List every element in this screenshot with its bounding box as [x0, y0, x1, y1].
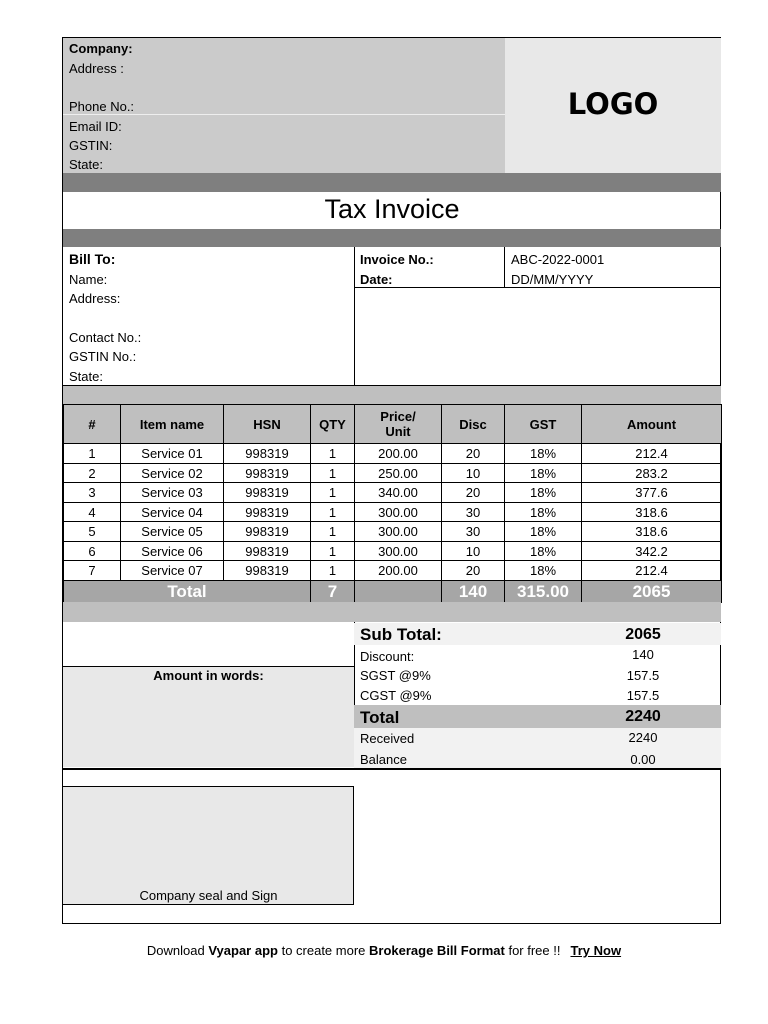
bill-to-gstin-label: GSTIN No.: — [69, 349, 137, 364]
cell-price: 340.00 — [355, 483, 442, 503]
footer-text-2: to create more — [277, 943, 370, 958]
bill-to-address-label: Address: — [69, 291, 121, 306]
cell-amount: 318.6 — [582, 502, 722, 522]
grand-total-row — [354, 705, 721, 728]
cell-price: 300.00 — [355, 502, 442, 522]
cell-qty: 1 — [311, 522, 355, 542]
band-below-table — [63, 602, 721, 622]
company-divider — [63, 114, 505, 115]
amount-in-words-box — [63, 666, 354, 767]
cell-gst: 18% — [505, 444, 582, 464]
grand-total-value: 2240 — [625, 708, 661, 725]
cell-disc: 30 — [442, 522, 505, 542]
invoice-sheet — [62, 37, 721, 924]
cell-gst: 18% — [505, 522, 582, 542]
table-row — [64, 541, 722, 561]
table-row — [64, 561, 722, 581]
cell-amount: 212.4 — [582, 561, 722, 581]
invoice-date-value: DD/MM/YYYY — [511, 272, 594, 287]
sgst-label: SGST @9% — [360, 668, 431, 683]
company-seal-label: Company seal and Sign — [139, 888, 278, 903]
cell-amount: 377.6 — [582, 483, 722, 503]
cell-item-name: Service 04 — [121, 502, 224, 522]
discount-label: Discount: — [360, 649, 415, 664]
cgst-value: 157.5 — [626, 688, 660, 703]
cell-hsn: 998319 — [224, 561, 311, 581]
items-table — [63, 404, 722, 603]
cell-number: 4 — [64, 502, 121, 522]
footer-format-name: Brokerage Bill Format — [369, 943, 505, 958]
cell-price: 300.00 — [355, 522, 442, 542]
cell-gst: 18% — [505, 502, 582, 522]
band-below-title — [63, 229, 721, 247]
cell-number: 6 — [64, 541, 121, 561]
cell-qty: 1 — [311, 444, 355, 464]
invoice-info-underline — [354, 287, 721, 288]
cgst-label: CGST @9% — [360, 688, 432, 703]
cgst-row — [354, 685, 721, 705]
col-header-number: # — [64, 405, 121, 444]
cell-hsn: 998319 — [224, 444, 311, 464]
cell-item-name: Service 02 — [121, 463, 224, 483]
table-row — [64, 444, 722, 464]
balance-row — [354, 748, 721, 768]
cell-gst: 18% — [505, 561, 582, 581]
company-address-label: Address : — [69, 61, 124, 76]
cell-price: 200.00 — [355, 561, 442, 581]
page-title: Tax Invoice — [324, 194, 460, 224]
invoice-number-value: ABC-2022-0001 — [511, 252, 605, 267]
grand-total-label: Total — [360, 708, 400, 727]
summary-bottom-border — [63, 768, 721, 770]
col-header-amount: Amount — [582, 405, 722, 444]
col-header-qty: QTY — [311, 405, 355, 444]
cell-hsn: 998319 — [224, 541, 311, 561]
cell-number: 7 — [64, 561, 121, 581]
cell-item-name: Service 05 — [121, 522, 224, 542]
subtotal-value: 2065 — [625, 626, 661, 643]
cell-amount: 283.2 — [582, 463, 722, 483]
company-seal-box — [63, 786, 354, 905]
band-top — [63, 173, 721, 192]
invoice-date-label: Date: — [360, 272, 393, 287]
cell-qty: 1 — [311, 483, 355, 503]
billto-divider — [354, 247, 355, 385]
balance-label: Balance — [360, 752, 407, 767]
company-email-label: Email ID: — [69, 119, 122, 134]
cell-number: 1 — [64, 444, 121, 464]
band-above-table — [63, 385, 721, 404]
bill-to-contact-label: Contact No.: — [69, 330, 142, 345]
table-row — [64, 502, 722, 522]
col-header-hsn: HSN — [224, 405, 311, 444]
col-header-item-name: Item name — [121, 405, 224, 444]
footer-text-3: for free !! — [504, 943, 561, 958]
table-header-row — [64, 405, 722, 444]
subtotal-label: Sub Total: — [360, 625, 442, 644]
total-qty: 7 — [311, 580, 355, 602]
cell-gst: 18% — [505, 483, 582, 503]
sgst-value: 157.5 — [626, 668, 660, 683]
cell-qty: 1 — [311, 541, 355, 561]
cell-item-name: Service 01 — [121, 444, 224, 464]
cell-number: 5 — [64, 522, 121, 542]
total-price-empty — [355, 580, 442, 602]
table-row — [64, 522, 722, 542]
invoice-info-divider — [504, 247, 505, 287]
bill-to-heading: Bill To: — [69, 251, 116, 267]
cell-qty: 1 — [311, 502, 355, 522]
cell-price: 300.00 — [355, 541, 442, 561]
footer-app-name: Vyapar app — [208, 943, 278, 958]
discount-row — [354, 645, 721, 665]
cell-gst: 18% — [505, 463, 582, 483]
company-gstin-label: GSTIN: — [69, 138, 113, 153]
received-row — [354, 728, 721, 748]
cell-amount: 212.4 — [582, 444, 722, 464]
cell-disc: 20 — [442, 483, 505, 503]
company-state-label: State: — [69, 157, 103, 172]
col-header-price-unit: Price/ Unit — [355, 405, 442, 444]
col-header-gst: GST — [505, 405, 582, 444]
table-row — [64, 483, 722, 503]
table-row — [64, 463, 722, 483]
cell-hsn: 998319 — [224, 483, 311, 503]
cell-qty: 1 — [311, 463, 355, 483]
cell-price: 250.00 — [355, 463, 442, 483]
cell-price: 200.00 — [355, 444, 442, 464]
cell-hsn: 998319 — [224, 522, 311, 542]
subtotal-row — [354, 623, 721, 645]
cell-item-name: Service 06 — [121, 541, 224, 561]
logo-text: LOGO — [567, 87, 659, 121]
cell-gst: 18% — [505, 541, 582, 561]
total-label: Total — [64, 580, 311, 602]
footer-text-1: Download — [146, 943, 209, 958]
col-header-disc: Disc — [442, 405, 505, 444]
cell-hsn: 998319 — [224, 502, 311, 522]
total-disc: 140 — [442, 580, 505, 602]
logo-placeholder — [505, 38, 721, 173]
company-info-block — [63, 38, 505, 173]
company-label: Company: — [69, 41, 133, 56]
cell-disc: 10 — [442, 541, 505, 561]
cell-disc: 10 — [442, 463, 505, 483]
cell-disc: 30 — [442, 502, 505, 522]
balance-value: 0.00 — [630, 752, 656, 767]
discount-value: 140 — [632, 647, 654, 662]
promo-footer — [0, 943, 768, 958]
cell-item-name: Service 07 — [121, 561, 224, 581]
bill-to-name-label: Name: — [69, 272, 108, 287]
try-now-link[interactable]: Try Now — [570, 943, 622, 958]
received-value: 2240 — [628, 730, 658, 745]
total-gst: 315.00 — [505, 580, 582, 602]
cell-disc: 20 — [442, 561, 505, 581]
cell-disc: 20 — [442, 444, 505, 464]
cell-item-name: Service 03 — [121, 483, 224, 503]
sgst-row — [354, 665, 721, 685]
company-phone-label: Phone No.: — [69, 99, 135, 114]
cell-number: 2 — [64, 463, 121, 483]
cell-hsn: 998319 — [224, 463, 311, 483]
invoice-number-label: Invoice No.: — [360, 252, 434, 267]
cell-qty: 1 — [311, 561, 355, 581]
cell-amount: 318.6 — [582, 522, 722, 542]
total-amount: 2065 — [582, 580, 722, 602]
received-label: Received — [360, 731, 415, 746]
table-total-row — [64, 580, 722, 602]
cell-amount: 342.2 — [582, 541, 722, 561]
cell-number: 3 — [64, 483, 121, 503]
amount-in-words-label: Amount in words: — [153, 668, 264, 683]
bill-to-state-label: State: — [69, 369, 103, 384]
